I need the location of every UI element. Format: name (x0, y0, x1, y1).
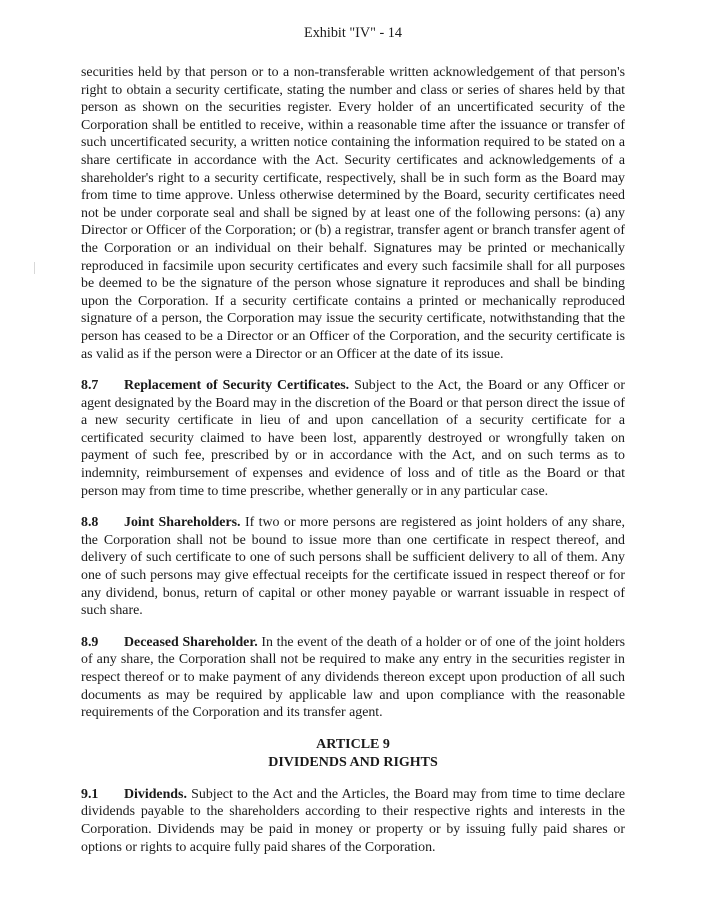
section-title: Joint Shareholders. (124, 515, 241, 531)
document-page (81, 24, 625, 856)
section-8-9 (81, 634, 625, 722)
section-body: If two or more persons are registered as joint holders of any share, the Corporation shall not be bound to issue more than one certificate in respect thereof, and delivery of such certificate to one of such persons shall be sufficient delivery to all of them. Any one of such persons may give effectual receipts for the certificate issued in respect thereof or for any dividend, bonus, return of capital or other money payable or warrant issuable in respect of such share. (81, 515, 625, 619)
section-body: Subject to the Act and the Articles, the Board may from time to time declare dividends payable to the shareholders according to their respective rights and interests in the Corporation. Dividends may be paid in money or property or by issuing fully paid shares or options or rights to acquire fully paid shares of the Corporation. (81, 786, 626, 855)
section-body: Subject to the Act, the Board or any Officer or agent designated by the Board may in the discretion of the Board or that person direct the issue of a new security certificate in lieu of and upon cancellation of a security certificate for a certificated security claimed to have been lost, apparently destroyed or wrongfully taken on payment of such fee, prescribed by or in accordance with the Act, and on such terms as to indemnity, reimbursement of expenses and evidence of loss and of title as the Board or that person may from time to time prescribe, whether generally or in any particular case. (81, 378, 626, 499)
page-header: Exhibit "IV" - 14 (304, 25, 402, 41)
article-subheading: DIVIDENDS AND RIGHTS (268, 754, 438, 770)
section-body: In the event of the death of a holder or of one of the joint holders of any share, the Corporation shall not be required to make any entry in the securities register in respect thereof or to make payment of any dividends thereon except upon production of all such documents as may be required by applicable law and upon compliance with the reasonable requirements of the Corporation and its transfer agent. (81, 634, 625, 721)
section-9-1 (81, 786, 625, 856)
section-number: 9.1 (81, 786, 99, 802)
section-title: Dividends. (124, 786, 187, 802)
section-title: Deceased Shareholder. (124, 634, 258, 650)
continuation-paragraph: securities held by that person or to a non-transferable written acknowledgement of that person's right to obtain a security certificate, stating the number and class or series of shares held by that person as shown on the securities register. Every holder of an uncertificated security of the Corporation shall be entitled to receive, within a reasonable time after the issuance or transfer of such uncertificated security, a written notice containing the information required to be stated on a share certificate in accordance with the Act. Security certificates and acknowledgements of a shareholder's right to a security certificate, respectively, shall be in such form as the Board may from time to time approve. Unless otherwise determined by the Board, security certificates need not be under corporate seal and shall be signed by at least one of the following persons: (a) any Director or Officer of the Corporation; or (b) a registrar, transfer agent or branch transfer agent of the Corporation or an individual on their behalf. Signatures may be printed or mechanically reproduced in facsimile upon security certificates and every such facsimile shall for all purposes be deemed to be the signature of the person whose signature it reproduces and shall be binding upon the Corporation. If a security certificate contains a printed or mechanically reproduced signature of a person, the Corporation may issue the security certificate, notwithstanding that the person has ceased to be a Director or an Officer of the Corporation, and the security certificate is as valid as if the person were a Director or an Officer at the date of its issue. (81, 65, 625, 362)
section-number: 8.9 (81, 634, 99, 650)
section-8-8 (81, 514, 625, 620)
section-8-7 (81, 377, 625, 500)
article-heading: ARTICLE 9 (316, 736, 390, 752)
section-title: Replacement of Security Certificates. (124, 378, 350, 394)
section-number: 8.8 (81, 515, 99, 531)
margin-mark (34, 262, 35, 274)
section-number: 8.7 (81, 378, 99, 394)
